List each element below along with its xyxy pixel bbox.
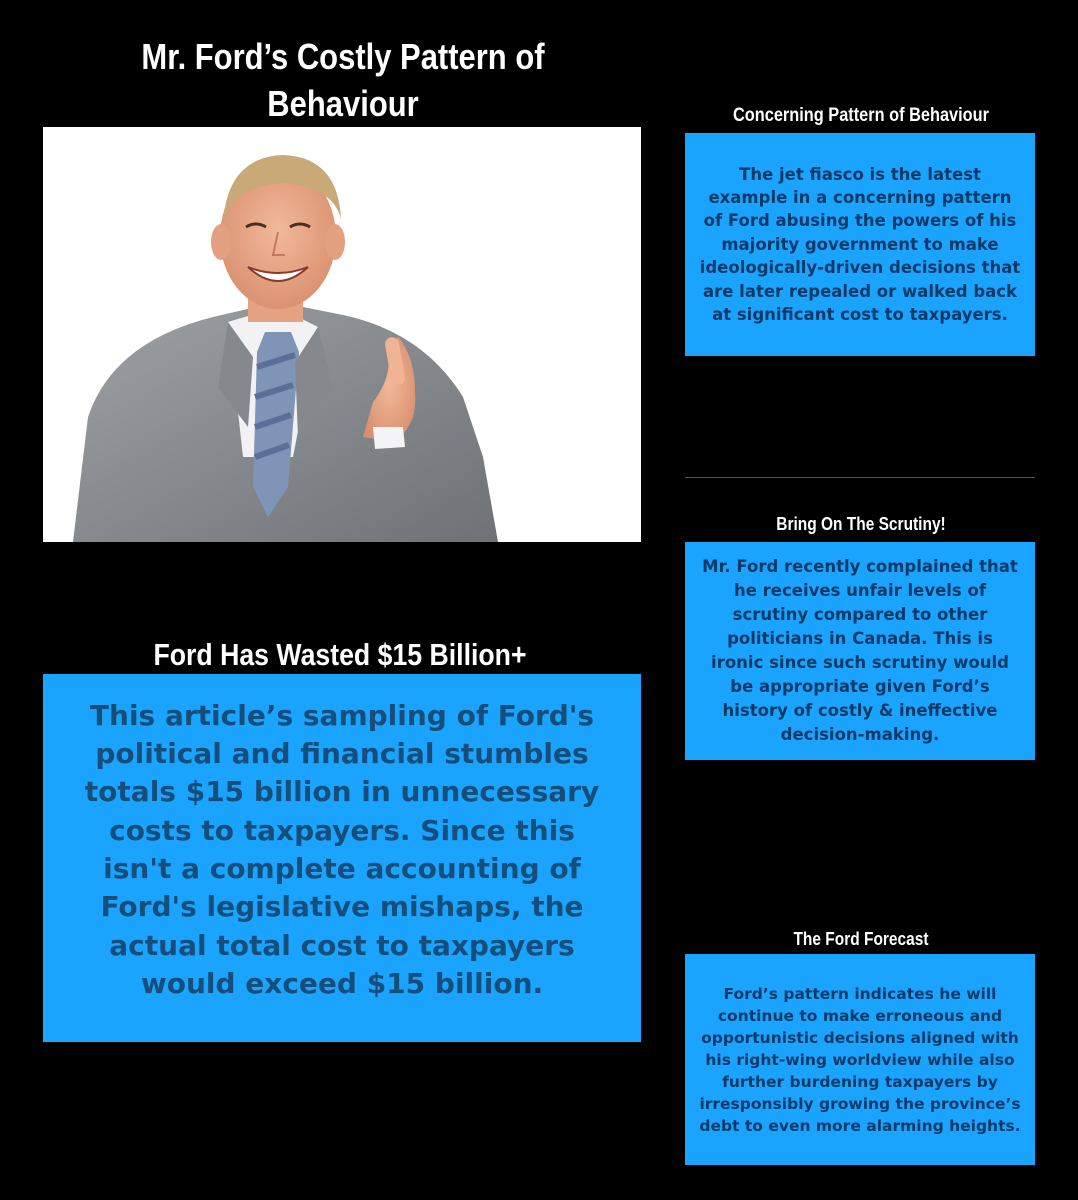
forecast-heading: The Ford Forecast: [793, 929, 929, 949]
pattern-box: [685, 133, 1035, 356]
person-pointing-illustration: [43, 127, 641, 542]
politician-photo: [43, 127, 641, 542]
forecast-text: Ford’s pattern indicates he will continue to make erroneous and opportunistic decisions aligned with his right-wing worldview while also further burdening taxpayers by irresponsibly growing the province’s debt to even more alarming heights.: [699, 984, 1021, 1135]
section-divider: [685, 477, 1035, 478]
wasted-heading: Ford Has Wasted $15 Billion+: [153, 637, 527, 672]
pattern-heading: Concerning Pattern of Behaviour: [732, 105, 990, 126]
pattern-text: The jet fiasco is the latest example in a concerning pattern of Ford abusing the powers of his majority government to make ideologically-driven decisions that are later repealed or walked back at significant cost to taxpayers.: [699, 164, 1021, 325]
scrutiny-text: Mr. Ford recently complained that he receives unfair levels of scrutiny compared to other politicians in Canada. This is ironic since such scrutiny would be appropriate given Ford’s history of costly & ineffective decision-making.: [702, 557, 1018, 744]
main-title: Mr. Ford’s Costly Pattern of Behaviour: [141, 36, 545, 124]
forecast-box: [685, 954, 1035, 1165]
scrutiny-heading: Bring On The Scrutiny!: [776, 514, 946, 534]
scrutiny-box: [685, 542, 1035, 760]
wasted-summary-text: This article’s sampling of Ford's political and financial stumbles totals $15 billion in unnecessary costs to taxpayers. Since this isn't a complete accounting of Ford's legislative mishaps, the actual total cost to taxpayers would exceed $15 billion.: [84, 698, 600, 1001]
wasted-summary-box: [43, 674, 641, 1042]
